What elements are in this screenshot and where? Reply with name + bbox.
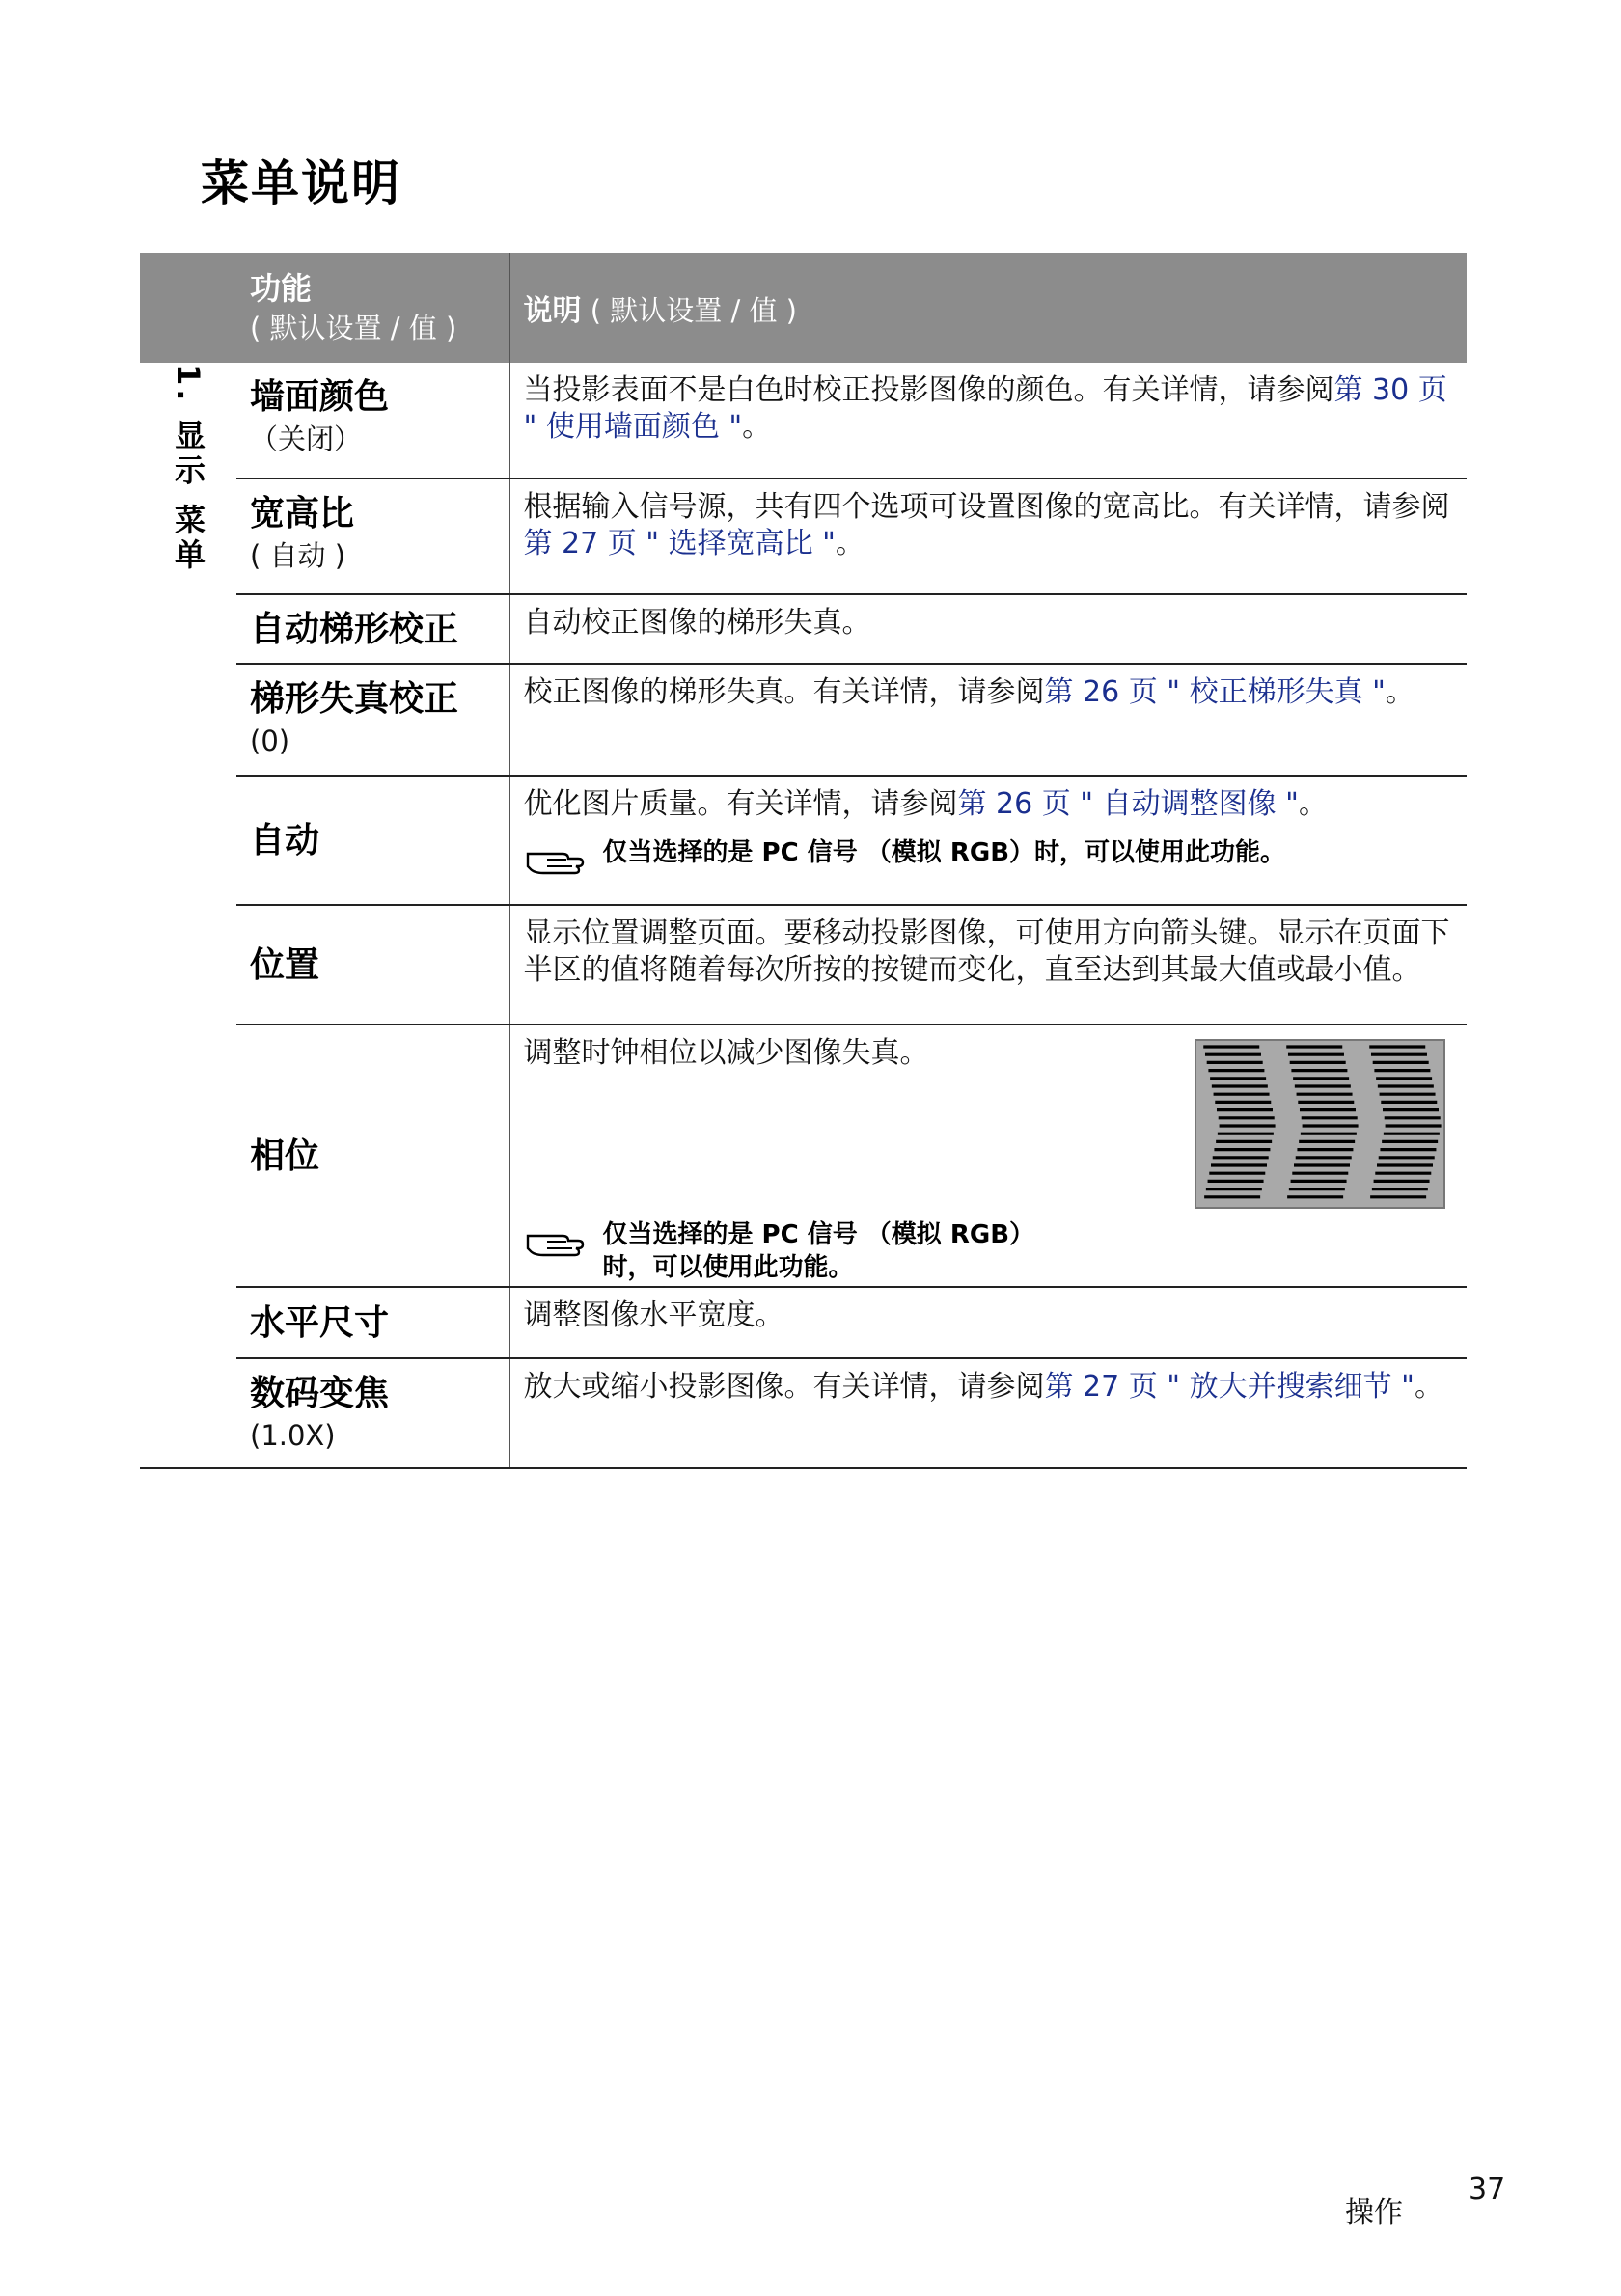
footer-section-label: 操作 <box>1345 2196 1403 2229</box>
header-description <box>509 253 1467 363</box>
header-function <box>236 253 509 363</box>
description-cell <box>509 478 1467 594</box>
description-text: 当投影表面不是白色时校正投影图像的颜色。有关详情，请参阅 <box>523 373 1334 407</box>
function-name: 数码变焦 <box>250 1374 390 1413</box>
description-end: 。 <box>835 527 865 560</box>
description-end: 。 <box>1298 787 1328 821</box>
pointing-hand-icon <box>524 840 593 879</box>
cross-reference-link[interactable]: 第 27 页 " 放大并搜索细节 " <box>1044 1370 1415 1404</box>
cross-reference-link[interactable]: 第 27 页 " 选择宽高比 " <box>523 527 836 560</box>
cross-reference-link[interactable]: 第 30 页 " 使用墙面颜色 " <box>523 373 1447 444</box>
note-text-line2: 时，可以使用此功能。 <box>602 1253 854 1282</box>
function-cell <box>236 905 509 1025</box>
group-cell <box>140 363 236 1468</box>
chevron-pattern-image <box>1195 1039 1445 1209</box>
description-cell <box>509 1025 1467 1287</box>
group-label: 1. 显示 菜单 <box>170 364 206 573</box>
header-function-subtitle: ( 默认设置 / 值 ) <box>250 312 457 344</box>
description-end: 。 <box>1414 1370 1443 1404</box>
note <box>524 1218 1035 1284</box>
description-text: 优化图片质量。有关详情，请参阅 <box>523 787 958 821</box>
cross-reference-link[interactable]: 第 26 页 " 自动调整图像 " <box>957 787 1299 821</box>
phase-content <box>523 1035 1454 1282</box>
function-cell <box>236 478 509 594</box>
function-name: 相位 <box>250 1136 320 1176</box>
header-function-title: 功能 <box>250 270 313 307</box>
table-row <box>140 1025 1467 1287</box>
description-text: 放大或缩小投影图像。有关详情，请参阅 <box>523 1370 1045 1404</box>
description-text: 调整时钟相位以减少图像失真。 <box>523 1036 929 1070</box>
note-text: 仅当选择的是 PC 信号 （模拟 RGB）时，可以使用此功能。 <box>602 838 1286 867</box>
header-description-title: 说明 <box>523 294 582 328</box>
function-cell <box>236 1358 509 1468</box>
page-number: 37 <box>1469 2173 1506 2206</box>
description-text: 校正图像的梯形失真。有关详情，请参阅 <box>523 675 1045 709</box>
description-cell <box>509 664 1467 776</box>
header-description-subtitle: ( 默认设置 / 值 ) <box>581 294 797 327</box>
function-name: 宽高比 <box>250 494 355 533</box>
page-title: 菜单说明 <box>201 155 401 211</box>
header-spacer <box>140 253 236 363</box>
table-row <box>140 664 1467 776</box>
description-text: 调整图像水平宽度。 <box>523 1298 784 1332</box>
cross-reference-link[interactable]: 第 26 页 " 校正梯形失真 " <box>1044 675 1386 709</box>
function-cell <box>236 1287 509 1358</box>
function-name: 自动梯形校正 <box>250 610 459 649</box>
function-name: 墙面颜色 <box>250 377 390 417</box>
description-cell <box>509 1287 1467 1358</box>
note <box>524 836 1454 879</box>
table-row <box>140 363 1467 478</box>
function-name: 梯形失真校正 <box>250 679 459 719</box>
description-cell <box>509 776 1467 905</box>
description-end: 。 <box>742 410 772 444</box>
description-cell <box>509 905 1467 1025</box>
function-default: ( 自动 ) <box>250 539 346 572</box>
function-cell <box>236 1025 509 1287</box>
table-row <box>140 1287 1467 1358</box>
description-text: 根据输入信号源，共有四个选项可设置图像的宽高比。有关详情，请参阅 <box>523 490 1450 524</box>
function-default: （关闭） <box>250 423 363 455</box>
description-cell <box>509 1358 1467 1468</box>
function-name: 自动 <box>250 821 320 861</box>
function-cell <box>236 363 509 478</box>
table-row <box>140 478 1467 594</box>
function-cell <box>236 594 509 664</box>
function-cell <box>236 664 509 776</box>
description-text: 显示位置调整页面。要移动投影图像，可使用方向箭头键。显示在页面下半区的值将随着每次所按的按键而变化，直至达到其最大值或最小值。 <box>523 916 1450 987</box>
pointing-hand-icon <box>524 1222 593 1261</box>
function-name: 位置 <box>250 945 320 985</box>
table-row <box>140 905 1467 1025</box>
function-cell <box>236 776 509 905</box>
description-text: 自动校正图像的梯形失真。 <box>523 606 871 640</box>
function-default: (1.0X) <box>250 1419 336 1452</box>
description-cell <box>509 363 1467 478</box>
menu-table <box>140 253 1467 1469</box>
function-default: (0) <box>250 724 290 757</box>
description-end: 。 <box>1385 675 1415 709</box>
table-row <box>140 1358 1467 1468</box>
table-header-row <box>140 253 1467 363</box>
table-row <box>140 594 1467 664</box>
note-text-line1: 仅当选择的是 PC 信号 （模拟 RGB） <box>602 1220 1035 1249</box>
description-cell <box>509 594 1467 664</box>
function-name: 水平尺寸 <box>250 1303 390 1343</box>
table-row <box>140 776 1467 905</box>
